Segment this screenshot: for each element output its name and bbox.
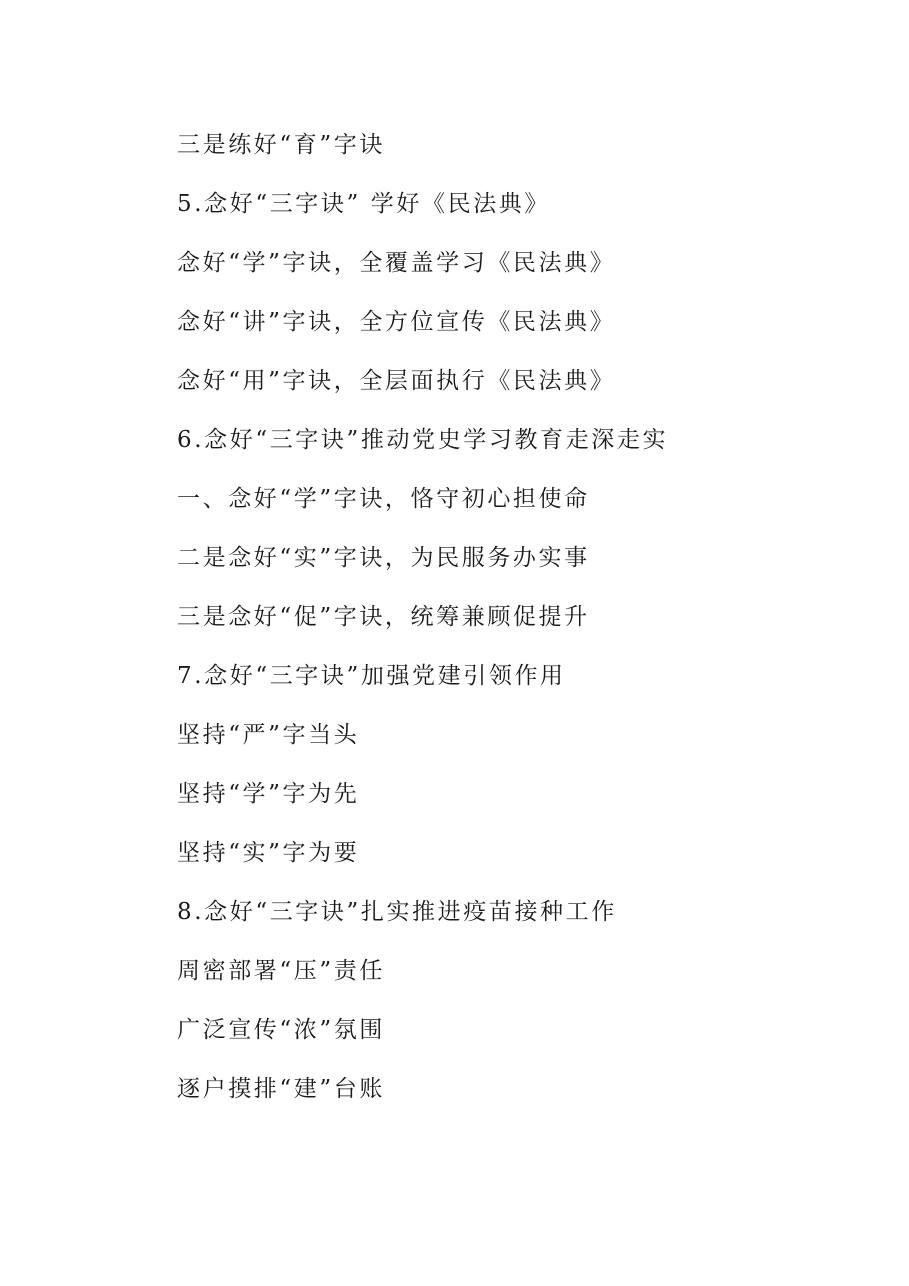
document-body	[177, 125, 668, 1128]
text-line: 坚持“实”字为要	[177, 840, 360, 866]
text-line: 念好“讲”字诀，全方位宣传《民法典》	[177, 309, 616, 335]
text-line: 念好“用”字诀，全层面执行《民法典》	[177, 368, 616, 394]
text-line: 坚持“严”字当头	[177, 722, 360, 748]
text-line: 念好“学”字诀，全覆盖学习《民法典》	[177, 250, 616, 276]
text-line: 三是练好“育”字诀	[177, 132, 385, 158]
text-line: 三是念好“促”字诀，统筹兼顾促提升	[177, 604, 590, 630]
text-line: 周密部署“压”责任	[177, 958, 385, 984]
section-heading: 7.念好“三字诀”加强党建引领作用	[177, 663, 566, 689]
text-line: 一、念好“学”字诀，恪守初心担使命	[177, 486, 590, 512]
section-heading: 5.念好“三字诀” 学好《民法典》	[177, 191, 550, 217]
section-heading: 6.念好“三字诀”推动党史学习教育走深走实	[177, 427, 669, 453]
text-line: 广泛宣传“浓”氛围	[177, 1017, 385, 1043]
section-heading: 8.念好“三字诀”扎实推进疫苗接种工作	[177, 899, 617, 925]
text-line: 二是念好“实”字诀，为民服务办实事	[177, 545, 590, 571]
text-line: 坚持“学”字为先	[177, 781, 360, 807]
text-line: 逐户摸排“建”台账	[177, 1076, 385, 1102]
